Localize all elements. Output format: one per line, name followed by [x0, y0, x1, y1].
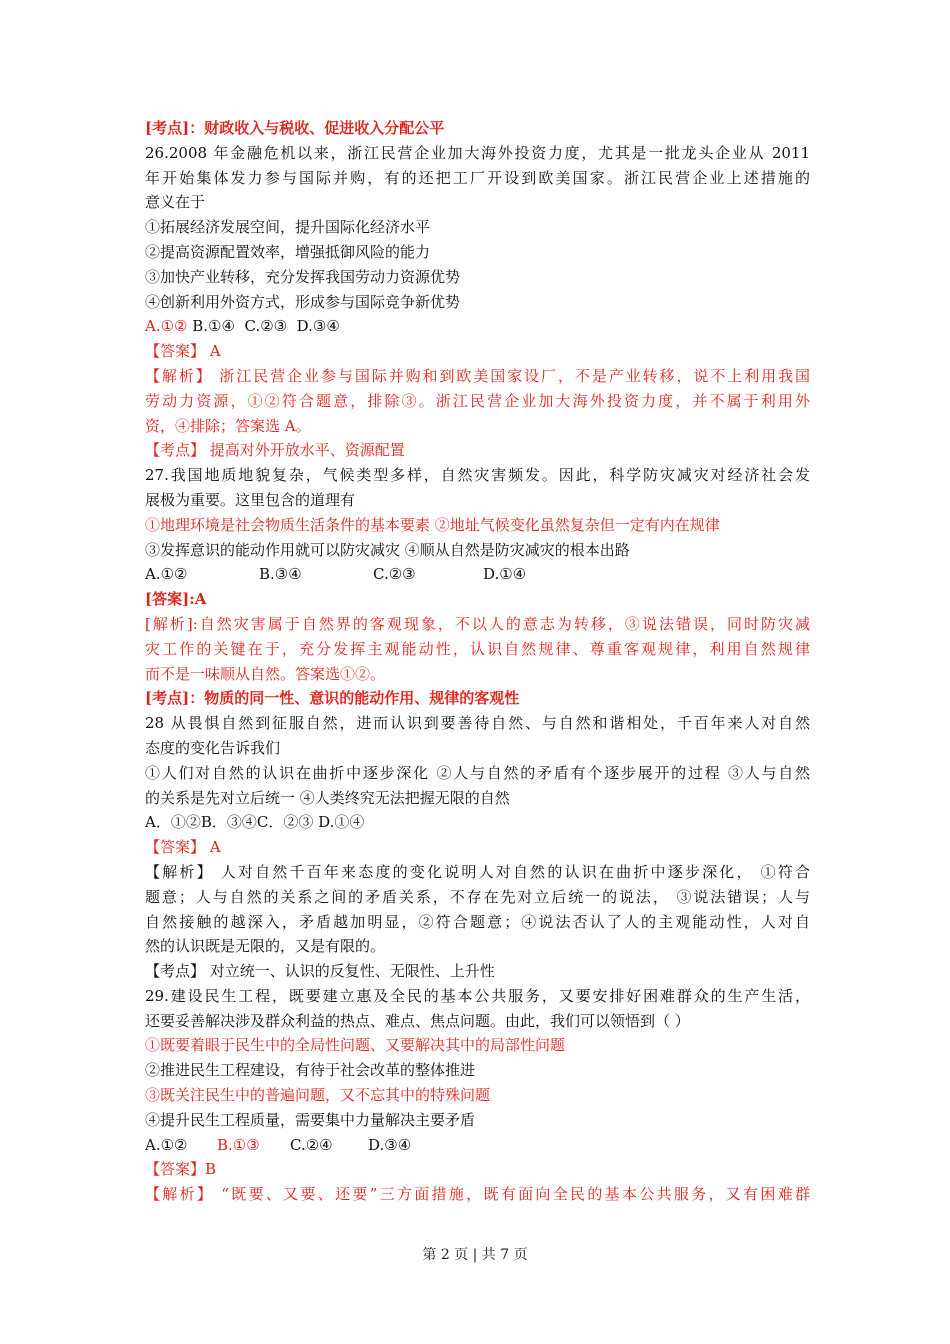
- text-line: 【解析】 人对自然千百年来态度的变化说明人对自然的认识在曲折中逐步深化， ①符合: [145, 862, 810, 881]
- q26-options: [145, 314, 810, 339]
- option-b: B.①③: [217, 1135, 260, 1154]
- text-line: 年开始集体发力参与国际并购，有的还把工厂开设到欧美国家。浙江民营企业上述措施的: [145, 168, 810, 187]
- option-d: D.③④: [368, 1135, 412, 1154]
- text-line: 【解析】 浙江民营企业参与国际并购和到欧美国家设厂，不是产业转移，说不上利用我国: [145, 366, 810, 385]
- text-line: [考点]：财政收入与税收、促进收入分配公平: [145, 119, 445, 137]
- text-line: 意义在于: [145, 193, 206, 212]
- text-line: ①拓展经济发展空间，提升国际化经济水平: [145, 218, 431, 237]
- text-line: 【答案】 A: [145, 342, 221, 361]
- text-line: 劳动力资源，①②符合题意，排除③。浙江民营企业加大海外投资力度，并不属于利用外: [145, 391, 810, 410]
- text-line: 26.2008 年金融危机以来，浙江民营企业加大海外投资力度，尤其是一批龙头企业从 2011: [145, 143, 810, 162]
- option-a: A.①②: [145, 1135, 188, 1154]
- text-line: 而不是一味顺从自然。答案选①②。: [145, 664, 386, 683]
- text-line: ①既要着眼于民生中的全局性问题、又要解决其中的局部性问题: [145, 1036, 566, 1055]
- text-line: 【答案】B: [145, 1160, 217, 1179]
- text-line: 资，④排除；答案选 A。: [145, 416, 311, 435]
- text-line: ④提升民生工程质量，需要集中力量解决主要矛盾: [145, 1110, 476, 1129]
- text-line: ①地理环境是社会物质生活条件的基本要素 ②地址气候变化虽然复杂但一定有内在规律: [145, 515, 720, 534]
- text-line: 的关系是先对立后统一 ④人类终究无法把握无限的自然: [145, 788, 510, 807]
- option-c: C.②④: [290, 1135, 333, 1154]
- text-line: ②提高资源配置效率，增强抵御风险的能力: [145, 242, 431, 261]
- text-line: 自然接触的越深入，矛盾越加明显，②符合题意；④说法否认了人的主观能动性，人对自: [145, 912, 810, 931]
- text-line: 题意；人与自然的关系之间的矛盾关系，不存在先对立后统一的说法， ③说法错误；人与: [145, 887, 810, 906]
- text-line: [考点]：物质的同一性、意识的能动作用、规律的客观性: [145, 689, 520, 708]
- text-line: [答案]:A: [145, 590, 207, 609]
- options-rest: B.①④ C.②③ D.③④: [187, 317, 340, 336]
- text-line: 【考点】 对立统一、认识的反复性、无限性、上升性: [145, 962, 495, 981]
- options-27: [145, 562, 810, 587]
- text-line: 【答案】 A: [145, 838, 221, 857]
- text-line: 灾工作的关键在于，充分发挥主观能动性，认识自然规律、尊重客观规律，利用自然规律: [145, 639, 810, 658]
- text-line: ③加快产业转移，充分发挥我国劳动力资源优势: [145, 267, 461, 286]
- options-29: [145, 1133, 810, 1158]
- text-line: ②推进民生工程建设，有待于社会改革的整体推进: [145, 1061, 476, 1080]
- text-line: 态度的变化告诉我们: [145, 738, 281, 757]
- text-line: ④创新利用外资方式，形成参与国际竞争新优势: [145, 292, 461, 311]
- option-c: C.②③: [373, 565, 416, 584]
- text-line: 然的认识既是无限的，又是有限的。: [145, 937, 386, 956]
- option-a: A.①②: [145, 317, 188, 336]
- text-line: [解析]:自然灾害属于自然界的客观现象，不以人的意志为转移，③说法错误，同时防灾减: [145, 614, 810, 633]
- option-a: A.①②: [145, 565, 188, 584]
- text-line: 27.我国地质地貌复杂，气候类型多样，自然灾害频发。因此，科学防灾减灾对经济社会发: [145, 466, 810, 485]
- document-body: [145, 116, 810, 1207]
- option-d: D.①④: [483, 565, 527, 584]
- text-line: ③既关注民生中的普遍问题，又不忘其中的特殊问题: [145, 1086, 491, 1105]
- text-line: ①人们对自然的认识在曲折中逐步深化 ②人与自然的矛盾有个逐步展开的过程 ③人与自然: [145, 763, 810, 782]
- text-line: 29.建设民生工程，既要建立惠及全民的基本公共服务，又要安排好困难群众的生产生活，: [145, 986, 810, 1005]
- text-line: 28 从畏惧自然到征服自然，进而认识到要善待自然、与自然和谐相处，千百年来人对自然: [145, 714, 810, 733]
- text-line: A．①②B．③④C．②③ D.①④: [145, 813, 365, 832]
- text-line: 还要妥善解决涉及群众利益的热点、难点、焦点问题。由此，我们可以领悟到（ ）: [145, 1011, 690, 1030]
- page-footer: 第 2 页 | 共 7 页: [422, 1247, 528, 1263]
- text-line: ③发挥意识的能动作用就可以防灾减灾 ④顺从自然是防灾减灾的根本出路: [145, 540, 630, 559]
- text-line: 【考点】 提高对外开放水平、资源配置: [145, 441, 405, 460]
- option-b: B.③④: [259, 565, 302, 584]
- text-line: 【解析】 “既要、又要、还要”三方面措施，既有面向全民的基本公共服务，又有困难群: [145, 1185, 810, 1204]
- text-line: 展极为重要。这里包含的道理有: [145, 490, 356, 509]
